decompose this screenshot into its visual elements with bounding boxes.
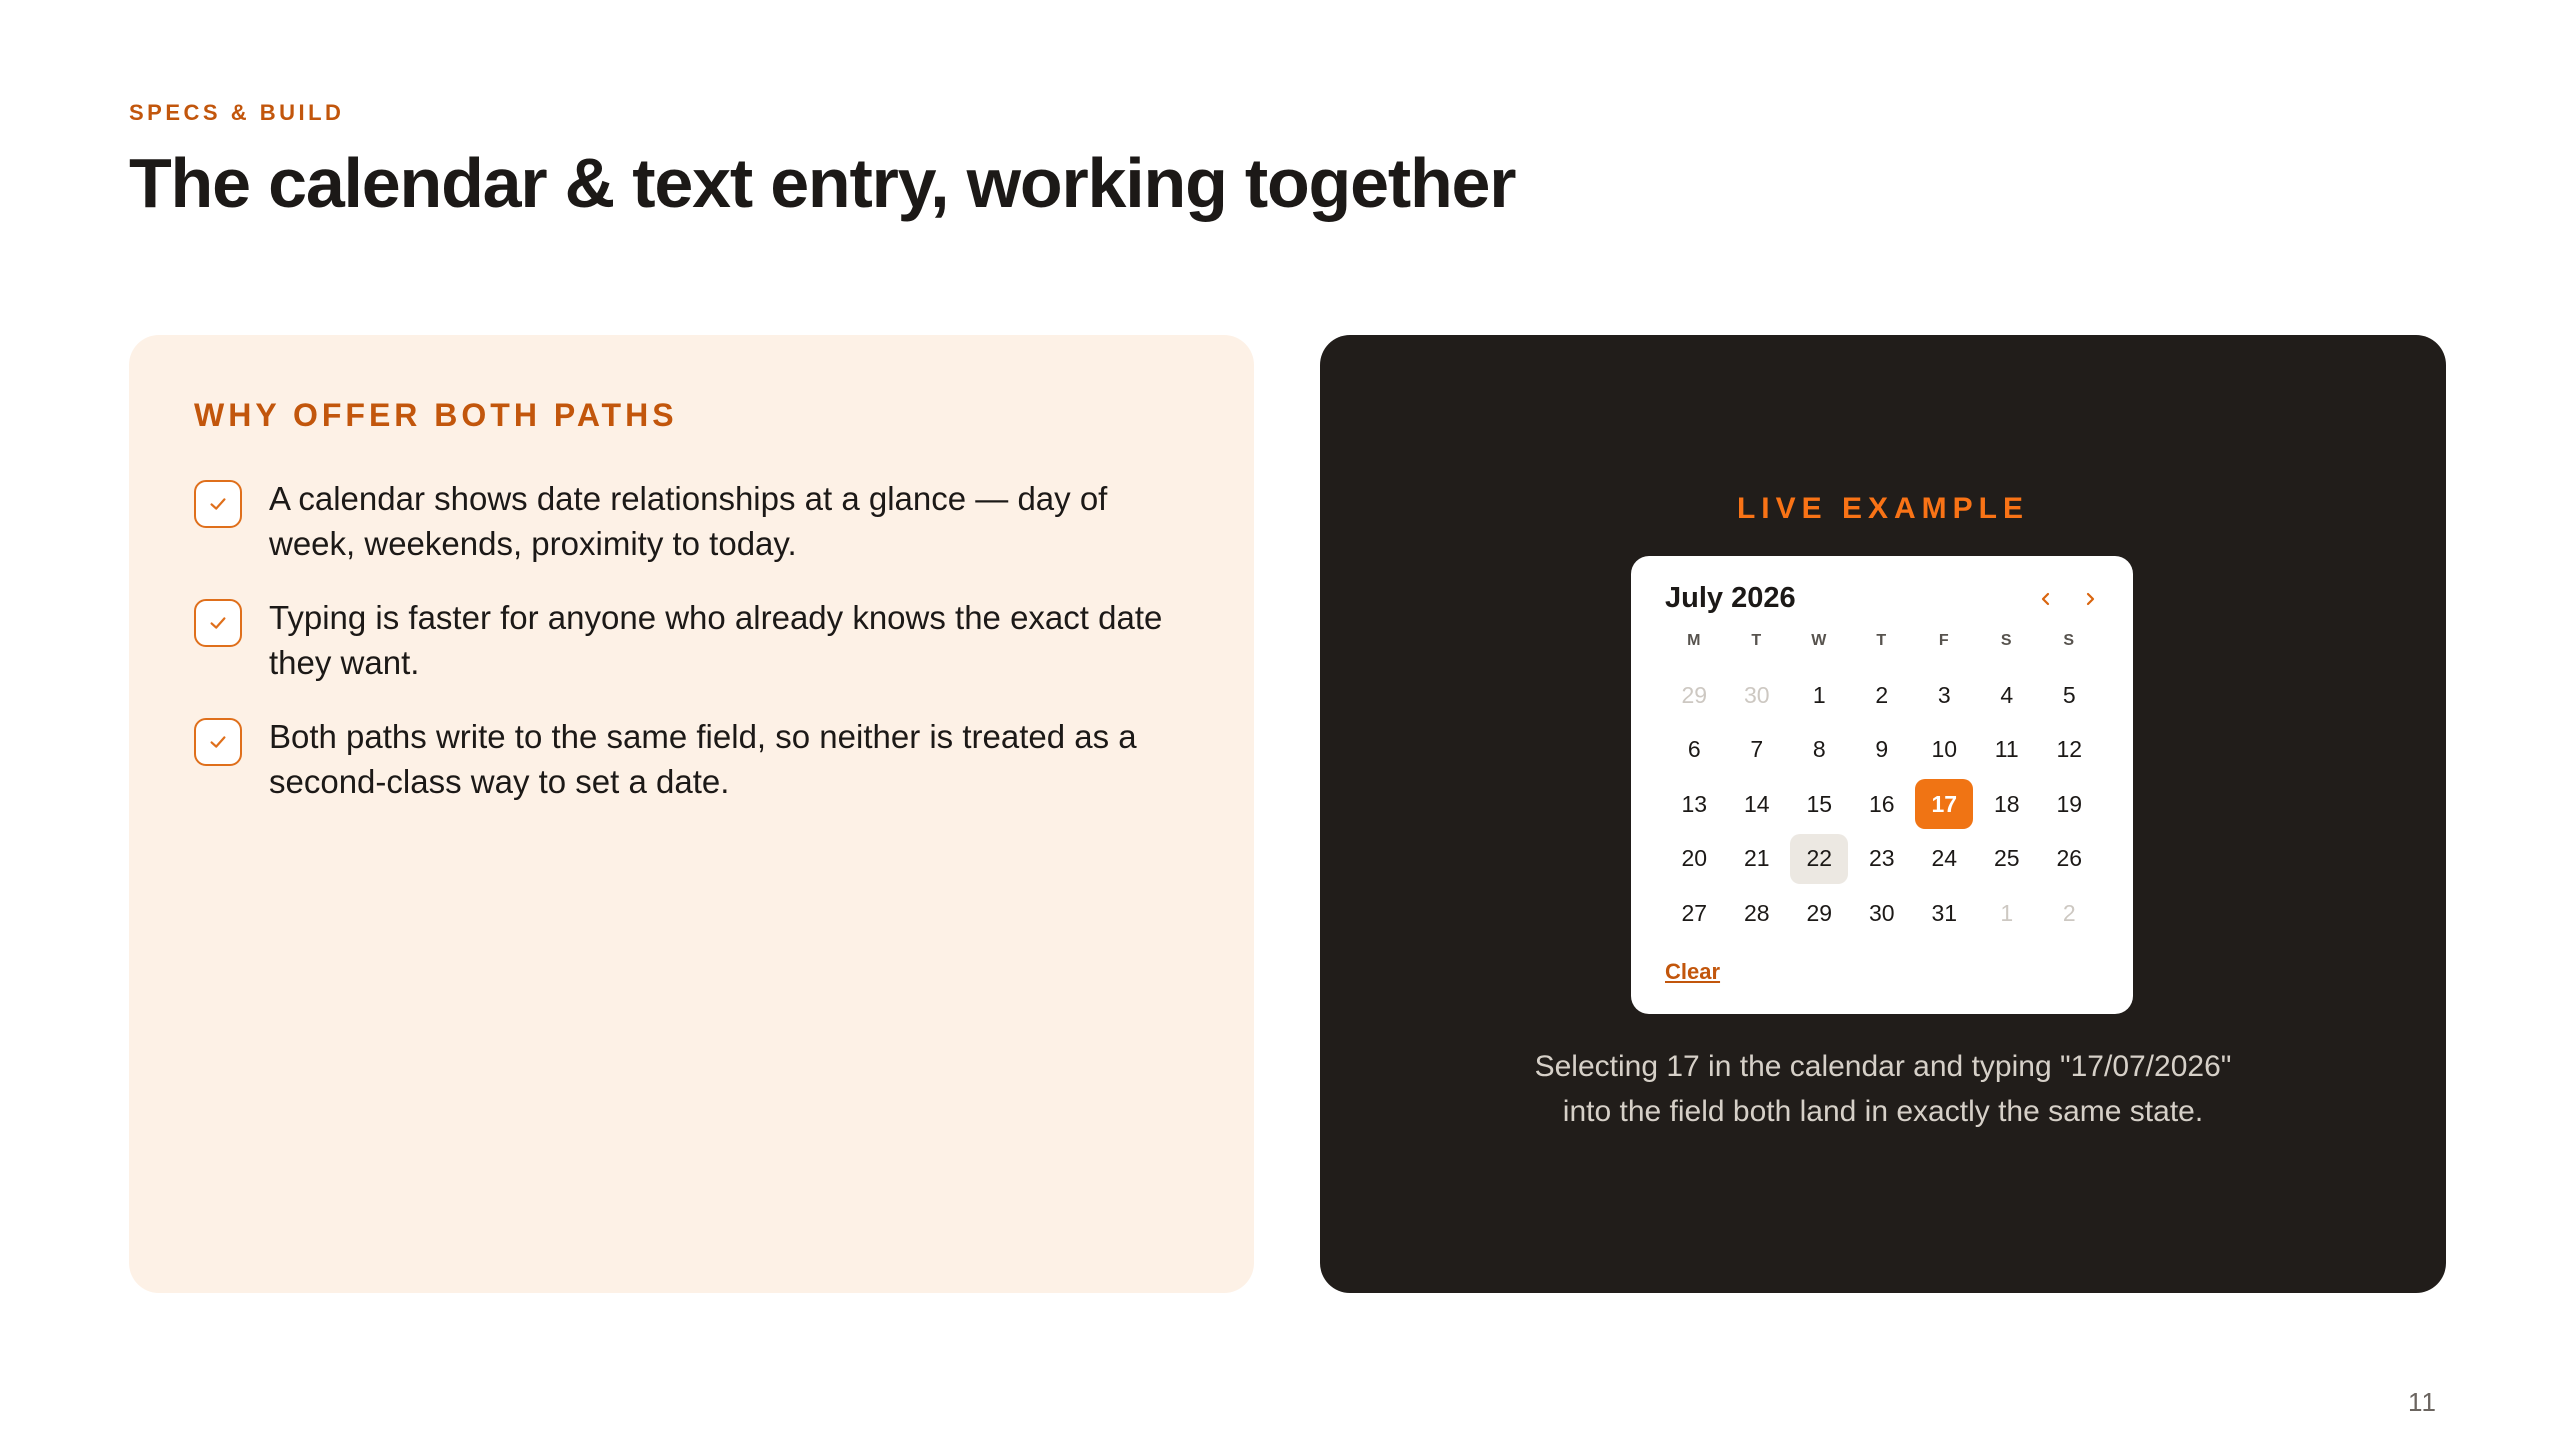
day-number: 27 [1681, 899, 1708, 926]
day-number: 19 [2056, 790, 2083, 817]
day-number: 18 [1993, 790, 2020, 817]
day-number: 1 [1812, 681, 1826, 708]
day-cell[interactable] [1726, 668, 1789, 723]
day-number: 8 [1812, 736, 1826, 763]
day-cell[interactable] [2038, 777, 2101, 832]
day-number: 28 [1743, 899, 1770, 926]
clear-button[interactable]: Clear [1665, 959, 1721, 984]
chevron-left-icon [2038, 591, 2054, 607]
day-number: 12 [2056, 736, 2083, 763]
day-number: 2 [2062, 899, 2076, 926]
bullet-item [194, 476, 1194, 595]
day-cell[interactable] [1851, 777, 1914, 832]
day-cell[interactable] [1663, 832, 1726, 887]
calendar-widget [1631, 556, 2133, 1014]
chevron-right-icon [2082, 591, 2098, 607]
prev-month-button[interactable] [2030, 583, 2062, 615]
check-icon [194, 718, 242, 766]
day-number: 7 [1750, 736, 1764, 763]
day-cell[interactable] [1726, 886, 1789, 941]
day-number: 17 [1915, 779, 1973, 829]
day-number: 21 [1743, 845, 1770, 872]
day-number: 14 [1743, 790, 1770, 817]
day-number: 22 [1790, 834, 1848, 884]
day-cell[interactable] [1663, 777, 1726, 832]
day-number: 4 [2000, 681, 2014, 708]
day-number: 29 [1806, 899, 1833, 926]
day-number: 6 [1687, 736, 1701, 763]
day-cell[interactable] [1976, 886, 2039, 941]
page-title: The calendar & text entry, working together [129, 144, 1516, 222]
day-cell-today[interactable] [1788, 832, 1851, 887]
day-cell[interactable] [1976, 777, 2039, 832]
day-number: 30 [1743, 681, 1770, 708]
day-number: 29 [1681, 681, 1708, 708]
day-number: 3 [1937, 681, 1951, 708]
day-cell[interactable] [1788, 723, 1851, 778]
day-cell[interactable] [1726, 723, 1789, 778]
day-cell[interactable] [2038, 723, 2101, 778]
card-heading: WHY OFFER BOTH PATHS [194, 397, 678, 433]
day-number: 26 [2056, 845, 2083, 872]
day-cell[interactable] [1663, 668, 1726, 723]
day-cell[interactable] [1976, 668, 2039, 723]
eyebrow-label: SPECS & BUILD [129, 100, 345, 125]
bullet-text: Typing is faster for anyone who already knows the exact date they want. [269, 599, 1163, 681]
day-cell[interactable] [1788, 886, 1851, 941]
day-cell[interactable] [1851, 832, 1914, 887]
day-number: 13 [1681, 790, 1708, 817]
page-number: 11 [2408, 1387, 2437, 1417]
day-cell[interactable] [1913, 723, 1976, 778]
day-cell[interactable] [1851, 886, 1914, 941]
bullet-text: Both paths write to the same field, so neither is treated as a second-class way to set a date. [269, 718, 1137, 800]
day-number: 24 [1931, 845, 1958, 872]
bullet-text: A calendar shows date relationships at a glance — day of week, weekends, proximity to today. [269, 480, 1108, 562]
day-number: 20 [1681, 845, 1708, 872]
day-cell[interactable] [1976, 723, 2039, 778]
day-number: 30 [1868, 899, 1895, 926]
caption-line: Selecting 17 in the calendar and typing "17/07/2026" [1534, 1050, 2232, 1083]
day-cell[interactable] [1788, 777, 1851, 832]
bullet-item [194, 714, 1194, 833]
day-cell[interactable] [1726, 777, 1789, 832]
day-number: 23 [1868, 845, 1895, 872]
day-number: 16 [1868, 790, 1895, 817]
day-cell[interactable] [1851, 668, 1914, 723]
day-number: 2 [1875, 681, 1889, 708]
day-cell[interactable] [1913, 668, 1976, 723]
weekday-label: S [2063, 632, 2076, 649]
caption [1320, 1044, 2446, 1134]
day-cell[interactable] [1663, 723, 1726, 778]
day-number: 10 [1931, 736, 1958, 763]
bullet-item [194, 595, 1194, 714]
day-cell[interactable] [2038, 832, 2101, 887]
bullet-list [194, 476, 1194, 833]
day-number: 5 [2062, 681, 2076, 708]
weekday-label: W [1811, 632, 1828, 649]
day-number: 1 [2000, 899, 2014, 926]
weekday-label: S [2000, 632, 2013, 649]
day-cell[interactable] [2038, 668, 2101, 723]
day-number: 11 [1994, 736, 2019, 763]
day-number: 25 [1993, 845, 2020, 872]
day-cell[interactable] [1976, 832, 2039, 887]
live-example-label: LIVE EXAMPLE [1736, 492, 2030, 525]
next-month-button[interactable] [2074, 583, 2106, 615]
day-cell[interactable] [1788, 668, 1851, 723]
day-number: 9 [1875, 736, 1889, 763]
calendar-day-grid [1663, 668, 2101, 941]
day-number: 15 [1806, 790, 1833, 817]
day-cell[interactable] [1663, 886, 1726, 941]
day-number: 31 [1931, 899, 1958, 926]
weekday-header [1663, 632, 2101, 650]
day-cell-selected[interactable] [1913, 777, 1976, 832]
day-cell[interactable] [1726, 832, 1789, 887]
caption-line: into the field both land in exactly the same state. [1562, 1095, 2204, 1128]
live-example-card [1320, 335, 2446, 1293]
day-cell[interactable] [1851, 723, 1914, 778]
why-both-paths-card [129, 335, 1254, 1293]
day-cell[interactable] [1913, 832, 1976, 887]
weekday-label: F [1938, 632, 1950, 649]
day-cell[interactable] [1913, 886, 1976, 941]
weekday-label: M [1687, 632, 1702, 649]
day-cell[interactable] [2038, 886, 2101, 941]
weekday-label: T [1751, 632, 1763, 649]
check-icon [194, 480, 242, 528]
weekday-label: T [1876, 632, 1888, 649]
check-icon [194, 599, 242, 647]
calendar-month-label: July 2026 [1665, 582, 1796, 614]
